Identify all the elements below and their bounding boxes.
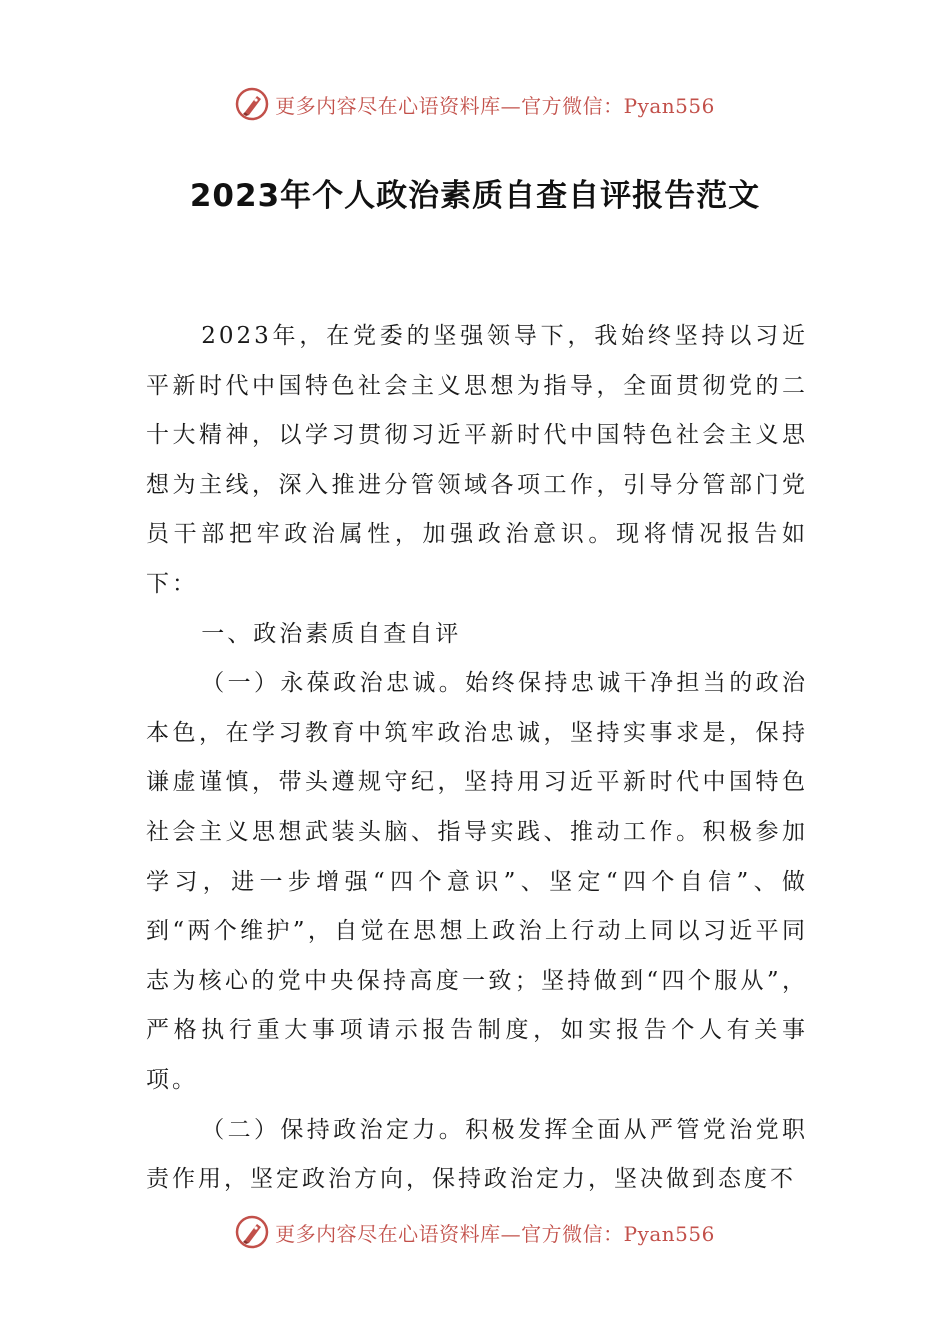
pen-nib-logo-icon (235, 1215, 269, 1249)
paragraph: （一）永葆政治忠诚。始终保持忠诚干净担当的政治本色，在学习教育中筑牢政治忠诚，坚持实事求是，保持谦虚谨慎，带头遵规守纪，坚持用习近平新时代中国特色社会主义思想武装头脑、指导实践、推动工作。积极参加学习，进一步增强“四个意识”、坚定“四个自信”、做到“两个维护”，自觉在思想上政治上行动上同以习近平同志为核心的党中央保持高度一致；坚持做到“四个服从”，严格执行重大事项请示报告制度，如实报告个人有关事项。 (146, 670, 808, 1093)
watermark-text: 更多内容尽在心语资料库—官方微信：Pyan556 (275, 1221, 715, 1246)
paragraph: （二）保持政治定力。积极发挥全面从严管党治党职责作用，坚定政治方向，保持政治定力，坚决做到态度不 (146, 1116, 808, 1193)
watermark-text: 更多内容尽在心语资料库—官方微信：Pyan556 (275, 93, 715, 118)
document-body (146, 312, 808, 1205)
pen-nib-logo-icon (235, 87, 269, 121)
header-watermark (0, 84, 950, 124)
document-title: 2023年个人政治素质自查自评报告范文 (189, 178, 761, 214)
footer-watermark (0, 1212, 950, 1252)
section-heading: 一、政治素质自查自评 (201, 620, 462, 647)
paragraph: 2023年，在党委的坚强领导下，我始终坚持以习近平新时代中国特色社会主义思想为指导，全面贯彻党的二十大精神，以学习贯彻习近平新时代中国特色社会主义思想为主线，深入推进分管领域各项工作，引导分管部门党员干部把牢政治属性，加强政治意识。现将情况报告如下： (146, 323, 808, 597)
